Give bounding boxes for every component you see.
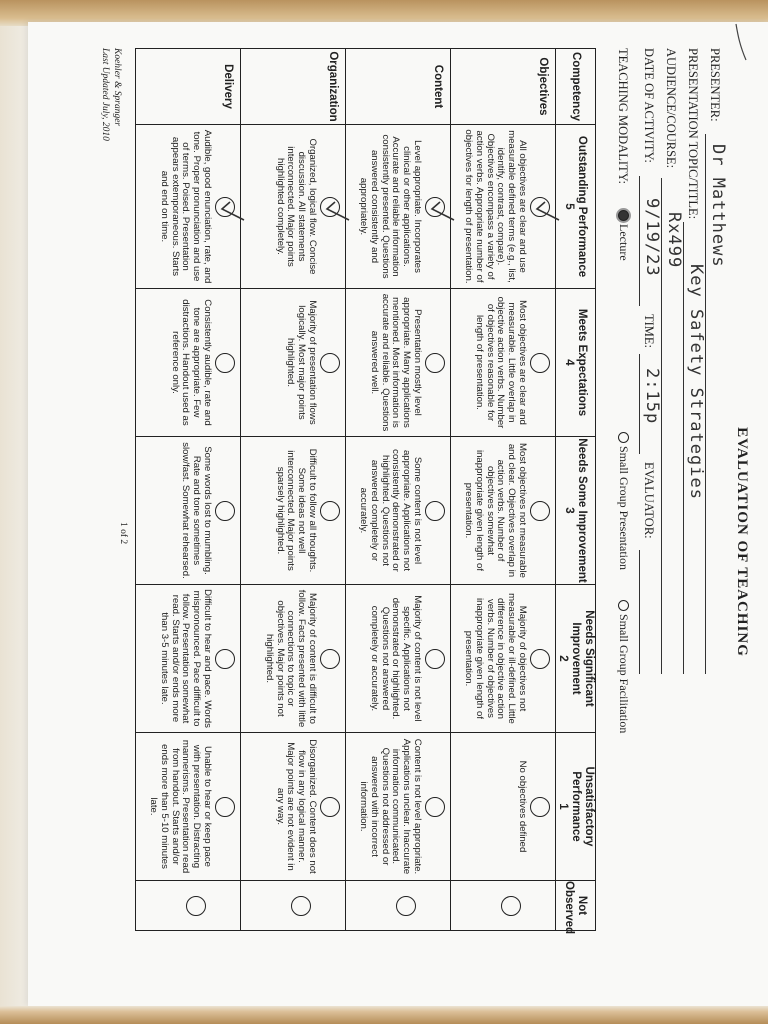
- modality-lecture-label: Lecture: [617, 224, 631, 261]
- header-needs-some: Needs Some Improvement 3: [556, 437, 596, 585]
- rating-cell: [346, 585, 451, 733]
- rating-cell: [346, 733, 451, 881]
- table-row: [241, 49, 346, 931]
- rating-description: Content is not level appropriate. Applications unclear. Inaccurate information communicated. Questions not addressed or answered with incorrect information.: [358, 738, 423, 875]
- rating-circle[interactable]: [530, 353, 550, 373]
- rubric-header-row: [556, 49, 596, 931]
- modality-label: TEACHING MODALITY:: [616, 48, 630, 184]
- header-competency: Competency: [556, 49, 596, 125]
- competency-delivery: Delivery: [136, 49, 241, 125]
- rating-description: Difficult to hear and pace. Words mispronounced. Pace difficult to follow. Presentation somewhat read. Starts and/or ends more than 3-5 minutes late.: [158, 589, 213, 728]
- rating-description: Majority of content is difficult to follow. Facts presented with little connections to topic or objectives. Major points not highlighted.: [263, 589, 318, 728]
- modality-sgf-label: Small Group Facilitation: [617, 614, 631, 734]
- evaluation-form: [28, 12, 768, 1012]
- not-observed-circle[interactable]: [186, 896, 206, 916]
- competency-objectives: Objectives: [451, 49, 556, 125]
- rating-cell: [451, 437, 556, 585]
- rating-circle[interactable]: [320, 649, 340, 669]
- rating-circle[interactable]: [320, 353, 340, 373]
- time-label: TIME:: [642, 314, 656, 349]
- rating-description: Organized, logical flow. Concise discussion. All statements interconnected. Major points highlighted completely.: [274, 138, 318, 275]
- rating-circle[interactable]: [530, 649, 550, 669]
- rating-circle[interactable]: [320, 197, 340, 217]
- rating-cell: [451, 733, 556, 881]
- not-observed-circle[interactable]: [396, 896, 416, 916]
- rating-circle[interactable]: [215, 649, 235, 669]
- competency-content: Content: [346, 49, 451, 125]
- header-unsatisfactory: Unsatisfactory Performance 1: [556, 733, 596, 881]
- rating-circle[interactable]: [425, 649, 445, 669]
- rating-cell: [346, 125, 451, 289]
- not-observed-cell: [451, 881, 556, 931]
- not-observed-circle[interactable]: [501, 896, 521, 916]
- modality-small-group-facilitation[interactable]: [616, 600, 631, 733]
- small-group-presentation-radio-icon[interactable]: [618, 432, 629, 443]
- rating-circle[interactable]: [320, 501, 340, 521]
- modality-lecture[interactable]: [616, 210, 631, 261]
- competency-organization: Organization: [241, 49, 346, 125]
- rating-cell: [241, 125, 346, 289]
- rating-description: Most objectives not measurable and clear. Objectives overlap in action verbs. Number of objectives somewhat inappropriate given length of presentation.: [463, 443, 528, 578]
- rating-cell: [346, 289, 451, 437]
- rubric-table: [135, 48, 596, 935]
- rating-circle[interactable]: [215, 197, 235, 217]
- rating-cell: [346, 437, 451, 585]
- rating-cell: [451, 585, 556, 733]
- rating-cell: [136, 437, 241, 585]
- rating-circle[interactable]: [215, 797, 235, 817]
- rating-description: All objectives are clear and use measurable defined terms (e.g., list, identify, contrast, compare). Objectives encompass a variety of action verbs. Appropriate number of objectives for length of presentation.: [463, 129, 528, 284]
- rating-cell: [241, 437, 346, 585]
- presenter-label: PRESENTER:: [708, 48, 722, 122]
- table-row: [451, 49, 556, 931]
- footer-updated: Last Updated July, 2010: [100, 48, 110, 141]
- rating-description: Unable to hear or keep pace with presentation. Distracting mannerisms. Presentation read from handout. Starts and/or ends more than 5-10 minutes late.: [148, 739, 213, 874]
- rating-circle[interactable]: [425, 353, 445, 373]
- rating-cell: [136, 289, 241, 437]
- footer-author: Koehler & Spranger: [112, 48, 122, 127]
- check-mark-icon: [218, 200, 246, 222]
- rating-description: Majority of content is not level specific. Applications not demonstrated or highlighted. Questions not answered completely or accurately.: [368, 595, 423, 722]
- rating-cell: [136, 733, 241, 881]
- rating-description: Majority of objectives not measurable or ill-defined. Little difference in objective action verbs. Number of objectives inappropriate given length of presentation.: [463, 593, 528, 724]
- document-title: EVALUATION OF TEACHING: [734, 427, 750, 657]
- audience-label: AUDIENCE/COURSE:: [664, 48, 678, 169]
- page-number: 1 of 2: [118, 522, 128, 545]
- rating-circle[interactable]: [425, 197, 445, 217]
- rating-description: Majority of presentation flows logically. Most major points highlighted.: [285, 300, 318, 425]
- topic-value: Key Safety Strategies: [686, 264, 706, 500]
- not-observed-cell: [346, 881, 451, 931]
- not-observed-circle[interactable]: [291, 896, 311, 916]
- rating-cell: [241, 733, 346, 881]
- rating-description: No objectives defined: [517, 760, 528, 853]
- rating-circle[interactable]: [530, 197, 550, 217]
- evaluator-line[interactable]: [639, 550, 656, 674]
- topic-label: PRESENTATION TOPIC/TITLE:: [686, 48, 700, 220]
- rating-circle[interactable]: [425, 501, 445, 521]
- rating-circle[interactable]: [530, 501, 550, 521]
- rating-cell: [136, 125, 241, 289]
- rating-description: Audible, good enunciation, rate, and tone. Proper pronunciation and use of terms. Poised. Presentation appears extemporaneous. Starts and end on time.: [158, 129, 213, 284]
- rating-cell: [451, 125, 556, 289]
- header-needs-significant: Needs Significant Improvement 2: [556, 585, 596, 733]
- check-mark-icon: [428, 200, 456, 222]
- time-value: 2:15p: [642, 368, 662, 425]
- rating-circle[interactable]: [425, 797, 445, 817]
- rating-description: Difficult to follow all thoughts. Some ideas not well interconnected. Major points sparsely highlighted.: [274, 448, 318, 573]
- presenter-value: Dr Matthews: [708, 144, 728, 268]
- rating-description: Presentation mostly level appropriate. Many applications mentioned. Most information is accurate and reliable. Questions answered well.: [368, 293, 423, 432]
- rating-description: Some content is not level appropriate. Applications not consistently demonstrated or highlighted. Questions not answered completely or accurately.: [358, 449, 423, 572]
- small-group-facilitation-radio-icon[interactable]: [618, 600, 629, 611]
- header-not-observed: Not Observed: [556, 881, 596, 931]
- check-mark-icon: [323, 200, 351, 222]
- check-mark-icon: [533, 200, 561, 222]
- rating-circle[interactable]: [320, 797, 340, 817]
- not-observed-cell: [241, 881, 346, 931]
- modality-sgp-label: Small Group Presentation: [617, 446, 631, 570]
- lecture-radio-icon[interactable]: [618, 210, 629, 221]
- audience-value: Rx499: [664, 212, 684, 269]
- rating-description: Most objectives are clear and measurable. Little overlap in objective action verbs. Number of objectives reasonable for length of presentation.: [473, 296, 528, 429]
- modality-small-group-presentation[interactable]: [616, 432, 631, 570]
- rating-description: Some words lost to mumbling. Rate and tone sometimes slow/fast. Somewhat rehearsed.: [180, 442, 213, 579]
- rating-circle[interactable]: [215, 353, 235, 373]
- date-value: 9/19/23: [642, 198, 662, 277]
- rating-cell: [241, 585, 346, 733]
- rating-description: Disorganized. Content does not flow in any logical manner. Major points are not evident in any way.: [274, 739, 318, 874]
- rating-cell: [136, 585, 241, 733]
- not-observed-cell: [136, 881, 241, 931]
- evaluator-label: EVALUATOR:: [642, 462, 656, 539]
- rating-circle[interactable]: [215, 501, 235, 521]
- rating-cell: [451, 289, 556, 437]
- rating-description: Level appropriate. Incorporates clinical or other applications. Accurate and reliable information consistently presented. Questions answered consistently and appropriately.: [358, 134, 423, 279]
- table-row: [346, 49, 451, 931]
- date-label: DATE OF ACTIVITY:: [642, 48, 656, 163]
- rating-cell: [241, 289, 346, 437]
- rating-description: Consistently audible, rate and tone are appropriate. Few distractions. Handout used as reference only.: [169, 299, 213, 426]
- rating-circle[interactable]: [530, 797, 550, 817]
- table-row: [136, 49, 241, 931]
- header-outstanding: Outstanding Performance 5: [556, 125, 596, 289]
- header-meets: Meets Expectations 4: [556, 289, 596, 437]
